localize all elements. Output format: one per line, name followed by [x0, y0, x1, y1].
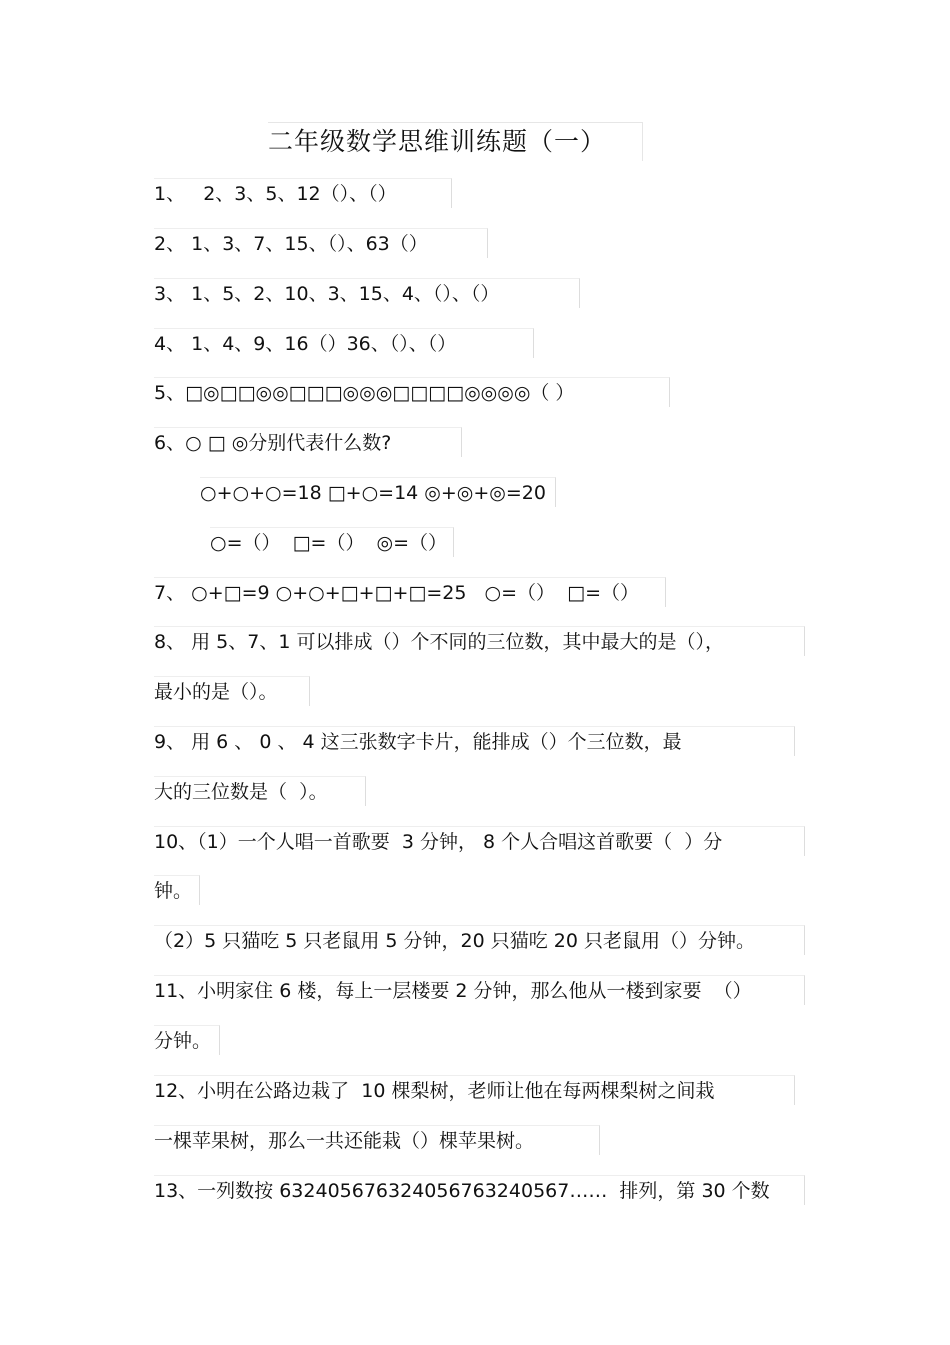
question-10-line-2: 钟。	[154, 875, 200, 905]
question-12-line-2: 一棵苹果树，那么一共还能栽（）棵苹果树。	[154, 1125, 600, 1155]
question-6-answers: ○=（） □=（） ◎=（）	[210, 527, 454, 557]
question-9-line-2: 大的三位数是（ ）。	[154, 776, 366, 806]
question-11-line-1: 11、小明家住 6 楼，每上一层楼要 2 分钟，那么他从一楼到家要 （）	[154, 975, 805, 1005]
page-title: 二年级数学思维训练题（一）	[268, 122, 643, 161]
question-13-line-1: 13、一列数按 632405676324056763240567…… 排列，第 30 个数	[154, 1175, 805, 1205]
question-12-line-1: 12、小明在公路边栽了 10 棵梨树，老师让他在每两棵梨树之间栽	[154, 1075, 795, 1105]
question-7: 7、 ○+□=9 ○+○+□+□+□=25 ○=（） □=（）	[154, 577, 666, 607]
question-8-line-1: 8、 用 5、7、1 可以排成（）个不同的三位数，其中最大的是（），	[154, 626, 805, 656]
question-9-line-1: 9、 用 6 、 0 、 4 这三张数字卡片，能排成（）个三位数，最	[154, 726, 795, 756]
question-6: 6、○ □ ◎分别代表什么数?	[154, 427, 462, 457]
question-11-line-2: 分钟。	[154, 1025, 220, 1055]
question-8-line-2: 最小的是（）。	[154, 676, 310, 706]
question-5: 5、□◎□□◎◎□□□◎◎◎□□□□◎◎◎◎（ ）	[154, 377, 670, 407]
question-10-line-1: 10、（1）一个人唱一首歌要 3 分钟， 8 个人合唱这首歌要（ ）分	[154, 826, 805, 856]
question-4: 4、 1、4、9、16（）36、（）、（）	[154, 328, 534, 358]
question-6-equations: ○+○+○=18 □+○=14 ◎+◎+◎=20	[200, 477, 556, 507]
question-1: 1、 2、3、5、12（）、（）	[154, 178, 452, 208]
question-3: 3、 1、5、2、10、3、15、4、（）、（）	[154, 278, 580, 308]
question-2: 2、 1、3、7、15、（）、63（）	[154, 228, 488, 258]
question-10-part-2: （2）5 只猫吃 5 只老鼠用 5 分钟，20 只猫吃 20 只老鼠用（）分钟。	[154, 925, 805, 955]
